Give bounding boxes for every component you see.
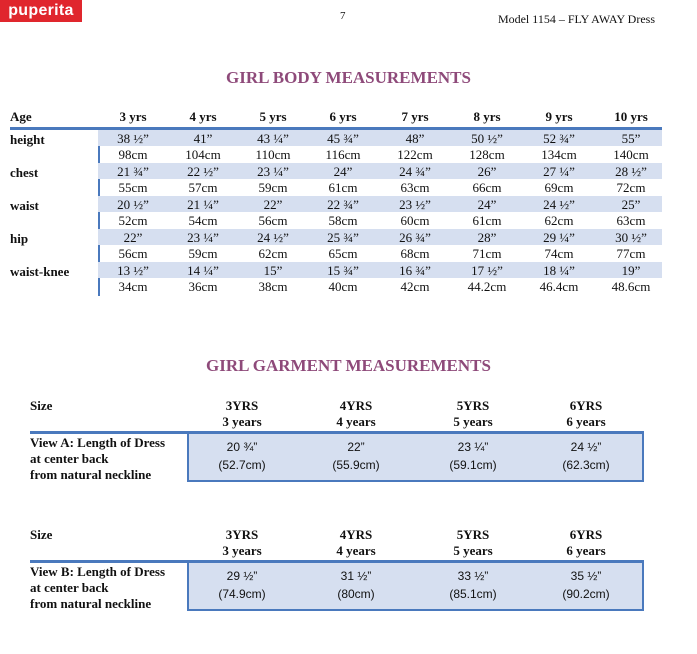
cm-value: 63cm xyxy=(616,213,646,228)
size-header: 4YRS 4 years xyxy=(336,398,376,429)
table-row xyxy=(10,196,662,229)
cm-value: 122cm xyxy=(397,147,433,162)
inch-value: 13 ½” xyxy=(117,263,149,278)
measurement-value: 20 ¾” (52.7cm) xyxy=(218,440,266,472)
size-header: 3YRS 3 years xyxy=(222,527,262,558)
inch-value: 15 ¾” xyxy=(327,263,359,278)
measurement-value: 29 ½” (74.9cm) xyxy=(218,569,266,601)
cm-value: 61cm xyxy=(472,213,502,228)
inch-value: 29 ¼” xyxy=(543,230,575,245)
cm-value: 74cm xyxy=(544,246,574,261)
age-header: 5 yrs xyxy=(259,109,287,124)
measurement-value: 24 ½” (62.3cm) xyxy=(562,440,610,472)
inch-value: 30 ½” xyxy=(615,230,647,245)
inch-value: 23 ¼” xyxy=(187,230,219,245)
inch-value: 18 ¼” xyxy=(543,263,575,278)
cm-value: 36cm xyxy=(188,279,218,294)
inch-value: 16 ¾” xyxy=(399,263,431,278)
cm-value: 48.6cm xyxy=(611,279,651,294)
table-row xyxy=(10,229,662,262)
cm-value: 62cm xyxy=(544,213,574,228)
cm-value: 59cm xyxy=(188,246,218,261)
inch-value: 24 ¾” xyxy=(399,164,431,179)
cm-value: 42cm xyxy=(400,279,430,294)
table-row xyxy=(10,262,662,295)
inch-value: 17 ½” xyxy=(471,263,503,278)
inch-value: 14 ¼” xyxy=(187,263,219,278)
view-label: View B: Length of Dress at center back from natural neckline xyxy=(30,564,166,611)
row-label: waist xyxy=(10,198,39,213)
inch-value: 38 ½” xyxy=(117,131,149,146)
age-header: 8 yrs xyxy=(473,109,501,124)
inch-value: 22” xyxy=(263,197,283,212)
cm-value: 58cm xyxy=(328,213,358,228)
cm-value: 69cm xyxy=(544,180,574,195)
cm-value: 52cm xyxy=(118,213,148,228)
inch-value: 50 ½” xyxy=(471,131,503,146)
measurement-value: 22” (55.9cm) xyxy=(332,440,380,472)
inch-value: 21 ¾” xyxy=(117,164,149,179)
measurement-value: 23 ¼” (59.1cm) xyxy=(449,440,497,472)
cm-value: 65cm xyxy=(328,246,358,261)
inch-value: 26” xyxy=(477,164,497,179)
inch-value: 48” xyxy=(405,131,425,146)
inch-value: 55” xyxy=(621,131,641,146)
age-label: Age xyxy=(10,109,32,124)
cm-value: 44.2cm xyxy=(467,279,507,294)
inch-value: 25 ¾” xyxy=(327,230,359,245)
inch-value: 24 ½” xyxy=(257,230,289,245)
inch-value: 28” xyxy=(477,230,497,245)
cm-value: 63cm xyxy=(400,180,430,195)
size-header: 3YRS 3 years xyxy=(222,398,262,429)
cm-value: 61cm xyxy=(328,180,358,195)
inch-value: 26 ¾” xyxy=(399,230,431,245)
age-header: 6 yrs xyxy=(329,109,357,124)
cm-value: 104cm xyxy=(185,147,221,162)
cm-value: 56cm xyxy=(258,213,288,228)
age-header: 3 yrs xyxy=(119,109,147,124)
cm-value: 60cm xyxy=(400,213,430,228)
inch-value: 15” xyxy=(263,263,283,278)
model-title: Model 1154 – FLY AWAY Dress xyxy=(497,12,655,26)
age-header: 7 yrs xyxy=(401,109,429,124)
inch-value: 24” xyxy=(333,164,353,179)
inch-value: 24 ½” xyxy=(543,197,575,212)
cm-value: 72cm xyxy=(616,180,646,195)
table-header-row xyxy=(10,109,662,126)
cm-value: 56cm xyxy=(118,246,148,261)
measurement-value: 31 ½” (80cm) xyxy=(337,569,375,601)
size-label: Size xyxy=(30,398,53,413)
row-label: height xyxy=(10,132,45,147)
cm-value: 110cm xyxy=(255,147,291,162)
row-label: chest xyxy=(10,165,39,180)
cm-value: 40cm xyxy=(328,279,358,294)
cm-value: 38cm xyxy=(258,279,288,294)
inch-value: 21 ¼” xyxy=(187,197,219,212)
age-header: 9 yrs xyxy=(545,109,573,124)
inch-value: 19” xyxy=(621,263,641,278)
cm-value: 59cm xyxy=(258,180,288,195)
size-header: 6YRS 6 years xyxy=(566,527,606,558)
inch-value: 45 ¾” xyxy=(327,131,359,146)
brand-logo: puperita xyxy=(0,0,82,22)
garment-measurements-title: GIRL GARMENT MEASUREMENTS xyxy=(206,356,491,375)
inch-value: 22” xyxy=(123,230,143,245)
cm-value: 34cm xyxy=(118,279,148,294)
cm-value: 77cm xyxy=(616,246,646,261)
size-header: 5YRS 5 years xyxy=(453,398,493,429)
table-row xyxy=(10,130,662,163)
cm-value: 54cm xyxy=(188,213,218,228)
row-label: hip xyxy=(10,231,29,246)
body-measurements-table xyxy=(10,109,662,295)
age-header: 10 yrs xyxy=(614,109,648,124)
cm-value: 68cm xyxy=(400,246,430,261)
inch-value: 24” xyxy=(477,197,497,212)
cm-value: 55cm xyxy=(118,180,148,195)
measurement-value: 35 ½” (90.2cm) xyxy=(562,569,610,601)
inch-value: 25” xyxy=(621,197,641,212)
inch-value: 23 ¼” xyxy=(257,164,289,179)
size-header: 5YRS 5 years xyxy=(453,527,493,558)
inch-value: 27 ¼” xyxy=(543,164,575,179)
inch-value: 20 ½” xyxy=(117,197,149,212)
cm-value: 66cm xyxy=(472,180,502,195)
page-number: 7 xyxy=(340,10,346,22)
measurement-value: 33 ½” (85.1cm) xyxy=(449,569,497,601)
cm-value: 128cm xyxy=(469,147,505,162)
view-label: View A: Length of Dress at center back from natural neckline xyxy=(30,435,166,482)
inch-value: 43 ¼” xyxy=(257,131,289,146)
cm-value: 134cm xyxy=(541,147,577,162)
row-label: waist-knee xyxy=(10,264,70,279)
inch-value: 23 ½” xyxy=(399,197,431,212)
cm-value: 98cm xyxy=(118,147,148,162)
cm-value: 57cm xyxy=(188,180,218,195)
size-header: 4YRS 4 years xyxy=(336,527,376,558)
cm-value: 140cm xyxy=(613,147,649,162)
cm-value: 116cm xyxy=(325,147,361,162)
inch-value: 28 ½” xyxy=(615,164,647,179)
cm-value: 71cm xyxy=(472,246,502,261)
body-measurements-title: GIRL BODY MEASUREMENTS xyxy=(226,68,471,87)
inch-value: 52 ¾” xyxy=(543,131,575,146)
size-label: Size xyxy=(30,527,53,542)
inch-value: 22 ¾” xyxy=(327,197,359,212)
inch-value: 22 ½” xyxy=(187,164,219,179)
table-row xyxy=(10,163,662,196)
size-header: 6YRS 6 years xyxy=(566,398,606,429)
inch-value: 41” xyxy=(193,131,213,146)
age-header: 4 yrs xyxy=(189,109,217,124)
cm-value: 46.4cm xyxy=(539,279,579,294)
cm-value: 62cm xyxy=(258,246,288,261)
